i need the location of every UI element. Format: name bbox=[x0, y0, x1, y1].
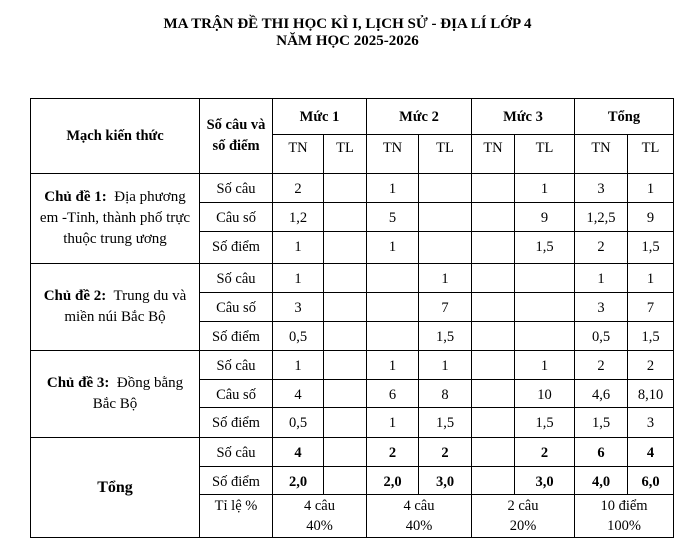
value-cell bbox=[419, 174, 472, 203]
topic-title: Địa phương em -Tỉnh, thành phố trực thuộc trung ương bbox=[39, 189, 191, 247]
rate-percent: 40% bbox=[306, 518, 333, 534]
value-cell: 6 bbox=[367, 380, 419, 408]
value-cell: 1,5 bbox=[575, 408, 628, 438]
value-cell bbox=[367, 322, 419, 351]
total-value-cell: 2 bbox=[419, 438, 472, 467]
value-cell: 1,5 bbox=[419, 322, 472, 351]
value-cell bbox=[367, 293, 419, 322]
value-cell bbox=[472, 293, 515, 322]
rate-percent: 40% bbox=[405, 518, 433, 534]
metric-label: Số điểm bbox=[200, 408, 273, 438]
value-cell: 7 bbox=[419, 293, 472, 322]
value-cell: 3 bbox=[575, 293, 628, 322]
value-cell: 1 bbox=[273, 232, 324, 264]
header-level-2: Mức 2 bbox=[367, 99, 472, 135]
topic-title: Trung du và miền núi Bắc Bộ bbox=[64, 288, 187, 325]
metric-label: Câu số bbox=[200, 293, 273, 322]
rate-percent: 20% bbox=[509, 518, 537, 534]
value-cell: 1,2 bbox=[273, 203, 324, 232]
metric-label: Câu số bbox=[200, 380, 273, 408]
value-cell: 1,5 bbox=[628, 322, 674, 351]
metric-label: Số điểm bbox=[200, 467, 273, 495]
rate-cell bbox=[472, 495, 575, 538]
value-cell bbox=[419, 232, 472, 264]
value-cell bbox=[515, 322, 575, 351]
header-sub-tl: TL bbox=[515, 135, 575, 174]
value-cell bbox=[472, 380, 515, 408]
metric-label: Số câu bbox=[200, 438, 273, 467]
value-cell: 8 bbox=[419, 380, 472, 408]
value-cell bbox=[419, 203, 472, 232]
document-subtitle: NĂM HỌC 2025-2026 bbox=[276, 33, 419, 49]
value-cell bbox=[472, 264, 515, 293]
topic-number: Chủ đề 2: bbox=[43, 288, 107, 304]
header-sub-tl: TL bbox=[628, 135, 674, 174]
header-topic: Mạch kiến thức bbox=[31, 99, 200, 174]
value-cell bbox=[515, 264, 575, 293]
table-row bbox=[31, 264, 674, 293]
total-value-cell: 4,0 bbox=[575, 467, 628, 495]
total-value-cell: 2 bbox=[367, 438, 419, 467]
value-cell bbox=[324, 293, 367, 322]
total-value-cell: 6 bbox=[575, 438, 628, 467]
total-value-cell: 2,0 bbox=[273, 467, 324, 495]
value-cell: 1 bbox=[367, 232, 419, 264]
value-cell: 1 bbox=[367, 351, 419, 380]
document-title: MA TRẬN ĐỀ THI HỌC KÌ I, LỊCH SỬ - ĐỊA LÍ LỚP 4 bbox=[163, 16, 532, 32]
value-cell: 0,5 bbox=[273, 322, 324, 351]
rate-cell bbox=[273, 495, 367, 538]
header-sub-tl: TL bbox=[419, 135, 472, 174]
topic-label bbox=[31, 174, 200, 264]
value-cell bbox=[472, 351, 515, 380]
rate-count: 4 câu bbox=[403, 498, 435, 514]
total-value-cell: 3,0 bbox=[419, 467, 472, 495]
value-cell bbox=[324, 264, 367, 293]
value-cell bbox=[324, 351, 367, 380]
header-sub-tn: TN bbox=[367, 135, 419, 174]
value-cell bbox=[324, 322, 367, 351]
value-cell: 2 bbox=[575, 351, 628, 380]
value-cell: 4 bbox=[273, 380, 324, 408]
value-cell bbox=[515, 293, 575, 322]
value-cell: 1 bbox=[273, 264, 324, 293]
topic-label bbox=[31, 351, 200, 438]
total-value-cell bbox=[324, 467, 367, 495]
value-cell: 3 bbox=[273, 293, 324, 322]
topic-number: Chủ đề 1: bbox=[44, 189, 107, 205]
value-cell bbox=[324, 232, 367, 264]
value-cell bbox=[324, 408, 367, 438]
value-cell: 2 bbox=[273, 174, 324, 203]
value-cell: 1 bbox=[367, 408, 419, 438]
rate-label: Tỉ lệ % bbox=[200, 495, 273, 538]
table-row bbox=[31, 174, 674, 203]
total-row bbox=[31, 438, 674, 467]
value-cell: 4,6 bbox=[575, 380, 628, 408]
value-cell: 1,5 bbox=[515, 408, 575, 438]
metric-label: Câu số bbox=[200, 203, 273, 232]
topic-label bbox=[31, 264, 200, 351]
header-sub-tn: TN bbox=[575, 135, 628, 174]
metric-label: Số câu bbox=[200, 351, 273, 380]
header-total: Tổng bbox=[575, 99, 674, 135]
value-cell: 8,10 bbox=[628, 380, 674, 408]
topic-number: Chủ đề 3: bbox=[46, 375, 110, 391]
value-cell: 1 bbox=[575, 264, 628, 293]
value-cell: 1 bbox=[515, 351, 575, 380]
rate-cell bbox=[367, 495, 472, 538]
total-value-cell bbox=[472, 438, 515, 467]
header-level-1: Mức 1 bbox=[273, 99, 367, 135]
header-metric: Số câu và số điểm bbox=[200, 99, 273, 174]
total-value-cell bbox=[324, 438, 367, 467]
value-cell: 9 bbox=[628, 203, 674, 232]
value-cell: 1 bbox=[628, 264, 674, 293]
value-cell: 2 bbox=[628, 351, 674, 380]
value-cell: 1 bbox=[628, 174, 674, 203]
metric-label: Số câu bbox=[200, 264, 273, 293]
value-cell: 1 bbox=[515, 174, 575, 203]
metric-label: Số điểm bbox=[200, 322, 273, 351]
value-cell: 9 bbox=[515, 203, 575, 232]
value-cell: 5 bbox=[367, 203, 419, 232]
header-level-3: Mức 3 bbox=[472, 99, 575, 135]
value-cell: 1,5 bbox=[419, 408, 472, 438]
total-value-cell: 2,0 bbox=[367, 467, 419, 495]
value-cell: 2 bbox=[575, 232, 628, 264]
value-cell: 1,5 bbox=[515, 232, 575, 264]
value-cell: 3 bbox=[575, 174, 628, 203]
metric-label: Số điểm bbox=[200, 232, 273, 264]
rate-count: 4 câu bbox=[304, 498, 335, 514]
value-cell bbox=[472, 408, 515, 438]
rate-cell bbox=[575, 495, 674, 538]
value-cell bbox=[472, 322, 515, 351]
total-label: Tổng bbox=[31, 438, 200, 538]
value-cell: 1 bbox=[419, 351, 472, 380]
total-value-cell: 3,0 bbox=[515, 467, 575, 495]
value-cell: 7 bbox=[628, 293, 674, 322]
rate-count: 10 điểm bbox=[600, 498, 648, 514]
value-cell bbox=[367, 264, 419, 293]
total-value-cell: 4 bbox=[273, 438, 324, 467]
exam-matrix-table bbox=[30, 98, 674, 538]
total-value-cell: 2 bbox=[515, 438, 575, 467]
total-value-cell: 4 bbox=[628, 438, 674, 467]
value-cell: 1 bbox=[273, 351, 324, 380]
value-cell: 3 bbox=[628, 408, 674, 438]
metric-label: Số câu bbox=[200, 174, 273, 203]
rate-percent: 100% bbox=[607, 518, 641, 534]
rate-count: 2 câu bbox=[507, 498, 539, 514]
value-cell bbox=[324, 203, 367, 232]
value-cell: 0,5 bbox=[575, 322, 628, 351]
total-value-cell: 6,0 bbox=[628, 467, 674, 495]
value-cell: 0,5 bbox=[273, 408, 324, 438]
value-cell bbox=[472, 203, 515, 232]
value-cell: 1,2,5 bbox=[575, 203, 628, 232]
value-cell bbox=[472, 174, 515, 203]
total-value-cell bbox=[472, 467, 515, 495]
table-row bbox=[31, 351, 674, 380]
value-cell bbox=[324, 380, 367, 408]
value-cell: 1 bbox=[419, 264, 472, 293]
header-sub-tn: TN bbox=[273, 135, 324, 174]
header-sub-tn: TN bbox=[472, 135, 515, 174]
value-cell: 10 bbox=[515, 380, 575, 408]
topic-title: Đồng bằng Bắc Bộ bbox=[92, 375, 184, 412]
value-cell bbox=[324, 174, 367, 203]
header-sub-tl: TL bbox=[324, 135, 367, 174]
value-cell bbox=[472, 232, 515, 264]
value-cell: 1,5 bbox=[628, 232, 674, 264]
value-cell: 1 bbox=[367, 174, 419, 203]
